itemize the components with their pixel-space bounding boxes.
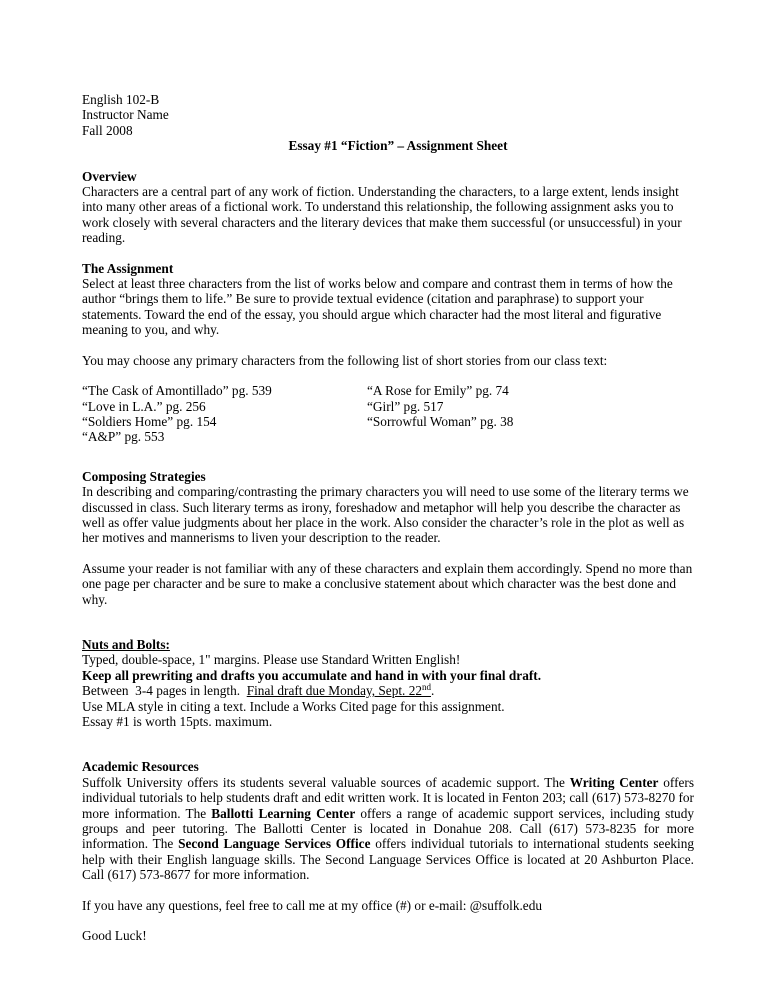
resources-section [82,759,694,882]
writing-center-name: Writing Center [569,774,659,790]
resources-text-4: offers individual tutorials to international students seeking help with their English language skills. The Second Language Services Office is located at 20 Ashburton Place. Call (617) 573-8677 for more information. [82,836,694,883]
questions-text: If you have any questions, feel free to call me at my office (#) or e-mail: @suffolk.edu [82,897,542,913]
due-date [247,683,431,698]
assignment-sheet [82,92,694,943]
strategies-section [82,469,694,546]
due-date-text: Final draft due Monday, Sept. 22 [246,683,422,699]
story-item: “Sorrowful Woman” pg. 38 [367,413,514,429]
assignment-section [82,261,694,338]
page-title: Essay #1 “Fiction” – Assignment Sheet [288,138,508,154]
nuts-line-length [82,683,694,698]
strategies-heading: Composing Strategies [82,468,206,484]
nuts-bolts-heading: Nuts and Bolts: [82,636,170,652]
ballotti-center-name: Ballotti Learning Center [211,805,356,821]
resources-heading: Academic Resources [82,759,199,775]
reader-text: Assume your reader is not familiar with any of these characters and explain them accordingly. Spend no more than one page per character and be sure to make a conclusive statement about which character was the best done and why. [82,560,693,607]
story-item: “A Rose for Emily” pg. 74 [367,383,509,399]
assignment-text: Select at least three characters from the list of works below and compare and contrast them in terms of how the author “brings them to life.” Be sure to provide textual evidence (citation and paraphrase) to support your statements. Toward the end of the essay, you should argue which character had the most literal and figurative meaning to you, and why. [82,276,673,338]
story-item: “Love in L.A.” pg. 256 [82,398,206,414]
instructor-name: Instructor Name [82,107,169,123]
resources-text-3: offers a range of academic support services, including study groups and peer tutoring. The Ballotti Center is located in Donahue 208. Call (617) 573-8235 for more information. The [82,805,694,852]
nuts-line-drafts: Keep all prewriting and drafts you accumulate and hand in with your final draft. [82,667,542,683]
resources-text-2: offers individual tutorials to help students draft and edit written work. It is located in Fenton 203; call (617) 573-8270 for more information. The [82,774,694,821]
story-item: “A&P” pg. 553 [82,429,165,445]
overview-text: Characters are a central part of any work of fiction. Understanding the characters, to a large extent, lends insight into many other areas of a fictional work. To understand this relationship, the following assignment asks you to work closely with several characters and the literary devices that make them successful (or unsuccessful) in your reading. [82,184,682,246]
closing-text: Good Luck! [82,928,147,944]
length-text: Between 3-4 pages in length. [82,683,247,699]
story-item: “The Cask of Amontillado” pg. 539 [82,383,272,399]
nuts-bolts-section [82,637,694,729]
strategies-text: In describing and comparing/contrasting the primary characters you will need to use some of the literary terms we discussed in class. Such literary terms as irony, foreshadow and metaphor will help you describe the character as well as offer value judgments about her place in the work. Also consider the character’s role in the plot as well as her motives and mannerisms to liven your description to the reader. [82,484,689,546]
story-item: “Girl” pg. 517 [367,398,444,414]
story-list-right [367,383,667,445]
course-name: English 102-B [82,92,160,107]
language-office-name: Second Language Services Office [178,836,371,852]
term: Fall 2008 [82,122,133,138]
nuts-line-format: Typed, double-space, 1" margins. Please use Standard Written English! [82,652,461,668]
nuts-line-points: Essay #1 is worth 15pts. maximum. [82,714,273,729]
choose-text: You may choose any primary characters from the following list of short stories from our class text: [82,352,608,368]
resources-text [82,775,694,883]
due-date-period: . [431,683,435,699]
nuts-line-mla: Use MLA style in citing a text. Include a Works Cited page for this assignment. [82,698,505,714]
assignment-heading: The Assignment [82,260,174,276]
overview-section [82,169,694,246]
story-list-left [82,383,367,445]
overview-heading: Overview [82,168,137,184]
resources-text-1: Suffolk University offers its students several valuable sources of academic support. The [82,774,570,790]
story-item: “Soldiers Home” pg. 154 [82,413,217,429]
story-list [82,383,694,445]
due-date-suffix: nd [422,682,431,693]
